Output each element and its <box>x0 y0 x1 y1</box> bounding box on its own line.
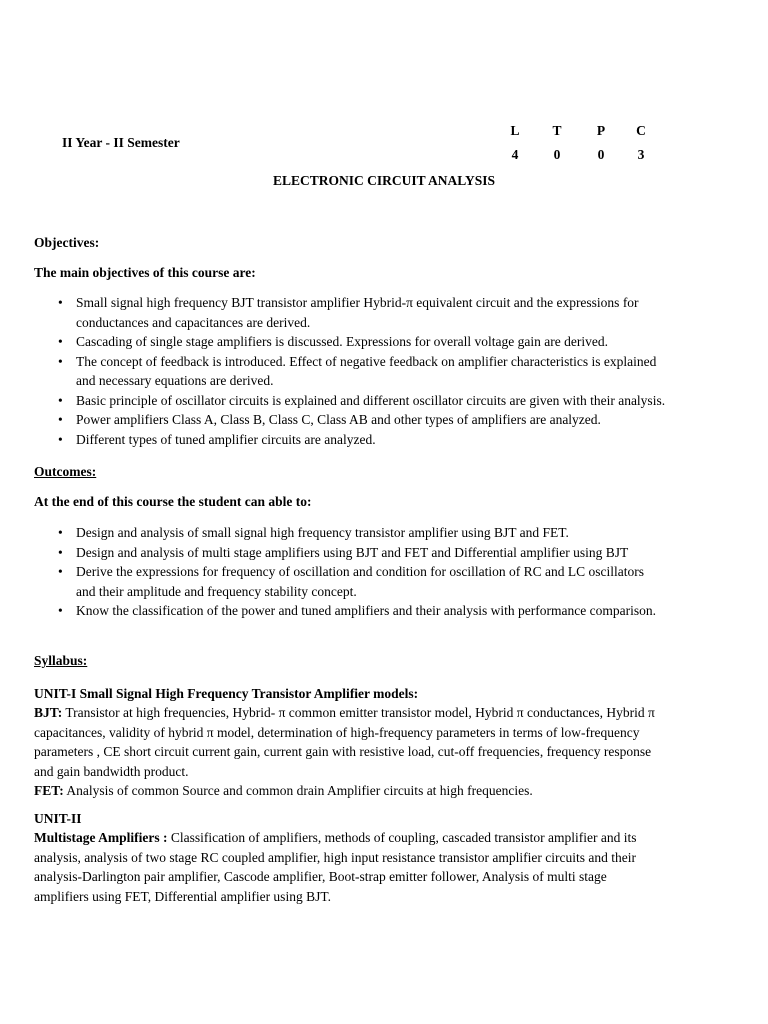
ltpc-value-l: 4 <box>511 147 519 162</box>
list-item <box>48 562 698 601</box>
list-item-line: Power amplifiers Class A, Class B, Class C, Class AB and other types of amplifiers are analyzed. <box>76 412 601 427</box>
fet-text: Analysis of common Source and common drain Amplifier circuits at high frequencies. <box>66 783 533 798</box>
bjt-line-1-text: Transistor at high frequencies, Hybrid- π common emitter transistor model, Hybrid π conductances, Hybrid π <box>65 705 655 720</box>
ltpc-value-p: 0 <box>597 147 605 162</box>
bullet-icon: • <box>58 412 63 427</box>
unit1-title: UNIT-I Small Signal High Frequency Transistor Amplifier models: <box>34 686 419 701</box>
list-item <box>48 352 698 391</box>
outcomes-heading: Outcomes: <box>34 464 97 479</box>
list-item <box>48 410 698 430</box>
unit2-line-2: analysis, analysis of two stage RC coupled amplifier, high input resistance transistor amplifier circuits and their <box>34 849 636 865</box>
list-item <box>48 543 698 563</box>
semester-label: II Year - II Semester <box>62 135 180 150</box>
list-item-line: Basic principle of oscillator circuits is explained and different oscillator circuits are given with their analysis. <box>76 392 666 408</box>
list-item-line: Derive the expressions for frequency of oscillation and condition for oscillation of RC and LC oscillators <box>76 564 644 579</box>
bullet-icon: • <box>58 431 63 447</box>
bullet-icon: • <box>58 564 63 579</box>
fet-label: FET: <box>34 783 64 798</box>
unit2-line-1 <box>34 828 698 848</box>
list-item-line: Design and analysis of multi stage amplifiers using BJT and FET and Differential amplifier using BJT <box>76 544 629 560</box>
list-item <box>48 430 698 450</box>
list-item-line: The concept of feedback is introduced. Effect of negative feedback on amplifier characteristics is explained <box>76 353 657 369</box>
unit1-bjt-line-1 <box>34 703 698 723</box>
list-item <box>48 293 698 332</box>
list-item <box>48 523 698 543</box>
list-item-line: conductances and capacitances are derived. <box>76 314 311 330</box>
list-item-line: Different types of tuned amplifier circuits are analyzed. <box>76 431 376 447</box>
unit1-bjt-line-3: parameters , CE short circuit current gain, current gain with resistive load, cut-off frequencies, frequency response <box>34 744 652 759</box>
multistage-label: Multistage Amplifiers : <box>34 830 168 845</box>
list-item-line: and necessary equations are derived. <box>76 373 274 388</box>
bullet-icon: • <box>58 525 63 540</box>
unit1-bjt-paragraph <box>34 703 698 801</box>
outcomes-intro: At the end of this course the student can able to: <box>34 494 312 509</box>
outcomes-list <box>48 523 698 621</box>
ltpc-label-t: T <box>552 123 562 138</box>
ltpc-label-p: P <box>596 123 606 138</box>
list-item-line: and their amplitude and frequency stability concept. <box>76 583 357 599</box>
list-item-line: Cascading of single stage amplifiers is discussed. Expressions for overall voltage gain are derived. <box>76 334 608 349</box>
unit2-line-3: analysis-Darlington pair amplifier, Cascode amplifier, Boot-strap emitter follower, Analysis of multi stage <box>34 869 607 884</box>
ltpc-label-c: C <box>636 123 646 138</box>
bullet-icon: • <box>58 353 63 369</box>
bjt-label: BJT: <box>34 705 63 720</box>
list-item <box>48 391 698 411</box>
syllabus-heading: Syllabus: <box>34 653 88 668</box>
list-item-line: Small signal high frequency BJT transistor amplifier Hybrid-π equivalent circuit and the expressions for <box>76 295 639 310</box>
ltpc-value-t: 0 <box>553 147 561 162</box>
ltpc-label-l: L <box>510 123 520 138</box>
list-item-line: Design and analysis of small signal high frequency transistor amplifier using BJT and FET. <box>76 525 569 540</box>
bullet-icon: • <box>58 544 63 560</box>
ltpc-value-c: 3 <box>637 147 645 162</box>
bullet-icon: • <box>58 603 63 618</box>
list-item-line: Know the classification of the power and tuned amplifiers and their analysis with performance comparison. <box>76 603 656 618</box>
objectives-heading: Objectives: <box>34 235 100 250</box>
unit2-line-4: amplifiers using FET, Differential amplifier using BJT. <box>34 888 331 904</box>
course-title: ELECTRONIC CIRCUIT ANALYSIS <box>272 173 496 188</box>
unit2-line-1-text: Classification of amplifiers, methods of coupling, cascaded transistor amplifier and its <box>170 830 637 845</box>
bullet-icon: • <box>58 334 63 349</box>
objectives-list <box>48 293 698 449</box>
list-item <box>48 332 698 352</box>
unit2-title: UNIT-II <box>34 811 82 826</box>
bullet-icon: • <box>58 392 63 408</box>
unit1-fet-line <box>34 781 698 801</box>
unit1-bjt-line-4: and gain bandwidth product. <box>34 763 189 779</box>
unit1-bjt-line-2: capacitances, validity of hybrid π model, determination of high-frequency parameters in terms of low-frequency <box>34 724 640 740</box>
bullet-icon: • <box>58 295 63 310</box>
objectives-intro: The main objectives of this course are: <box>34 265 256 280</box>
list-item <box>48 601 698 621</box>
unit2-paragraph <box>34 828 698 906</box>
